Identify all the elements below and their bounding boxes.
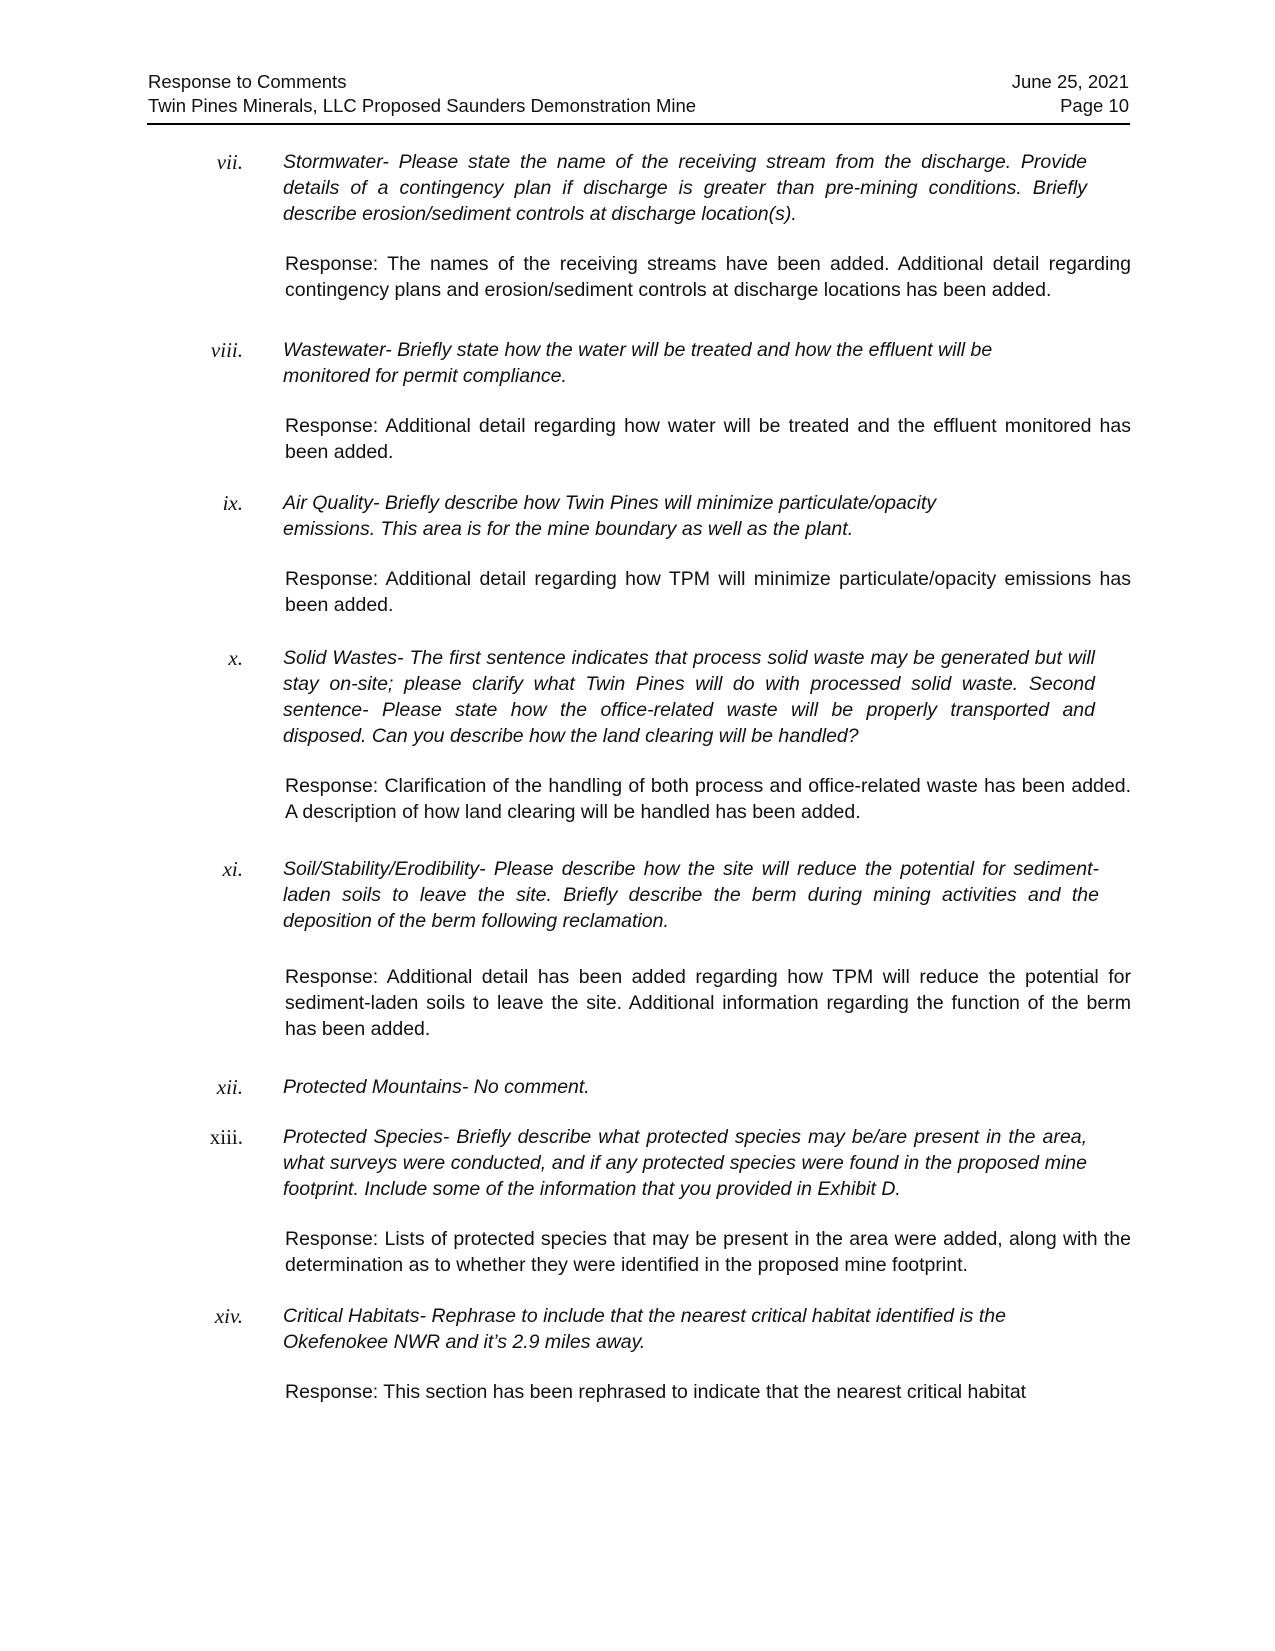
response-text: Response: Additional detail regarding how TPM will minimize particulate/opacity emissions has been added. — [285, 568, 1131, 616]
item-numeral: xii. — [216, 1075, 243, 1099]
response-text: Response: Additional detail regarding how water will be treated and the effluent monitored has been added. — [285, 415, 1131, 463]
item-numeral: xiii. — [209, 1125, 243, 1149]
comment-text: Wastewater- Briefly state how the water will be treated and how the effluent will be monitored for permit compliance. — [283, 339, 993, 387]
header-rule — [147, 123, 1130, 125]
comment-text: Protected Species- Briefly describe what protected species may be/are present in the area, what surveys were conducted, and if any protected species were found in the proposed mine footprint. Include some of the information that you provided in Exhibit D. — [283, 1126, 1087, 1200]
header-page-number: Page 10 — [1060, 95, 1129, 116]
response-text: Response: Clarification of the handling of both process and office-related waste has been added. A description of how land clearing will be handled has been added. — [285, 775, 1131, 823]
response-text: Response: The names of the receiving streams have been added. Additional detail regarding contingency plans and erosion/sediment controls at discharge locations has been added. — [285, 253, 1131, 301]
item-numeral: xiv. — [214, 1304, 243, 1328]
comment-item-xiv — [0, 1303, 1275, 1405]
item-numeral: vii. — [216, 150, 243, 174]
comment-item-vii — [0, 149, 1275, 303]
comment-item-ix — [0, 490, 1275, 618]
item-numeral: viii. — [210, 338, 243, 362]
comment-text: Critical Habitats- Rephrase to include that the nearest critical habitat identified is the Okefenokee NWR and it’s 2.9 miles away. — [283, 1305, 1006, 1353]
comment-item-xiii — [0, 1124, 1275, 1278]
comment-item-xi — [0, 856, 1275, 1042]
comment-text: Protected Mountains- No comment. — [283, 1076, 590, 1098]
comment-item-viii — [0, 337, 1275, 465]
header-date: June 25, 2021 — [1011, 71, 1129, 92]
response-text: Response: Additional detail has been added regarding how TPM will reduce the potential for sediment-laden soils to leave the site. Additional information regarding the function of the berm has been added. — [285, 966, 1131, 1040]
comment-list — [0, 149, 1275, 1405]
comment-text: Air Quality- Briefly describe how Twin Pines will minimize particulate/opacity emissions. This area is for the mine boundary as well as the plant. — [283, 492, 937, 540]
page-header — [148, 70, 1129, 118]
comment-text: Soil/Stability/Erodibility- Please describe how the site will reduce the potential for sediment-laden soils to leave the site. Briefly describe the berm during mining activities and the deposition of the berm following reclamation. — [283, 858, 1099, 932]
comment-item-xii — [0, 1074, 1275, 1100]
item-numeral: xi. — [222, 857, 243, 881]
item-numeral: x. — [228, 646, 243, 670]
header-row-1 — [148, 70, 1129, 94]
comment-text: Stormwater- Please state the name of the receiving stream from the discharge. Provide details of a contingency plan if discharge is greater than pre-mining conditions. Briefly describe erosion/sediment controls at discharge location(s). — [283, 151, 1087, 225]
header-subtitle: Twin Pines Minerals, LLC Proposed Saunders Demonstration Mine — [148, 95, 697, 116]
header-row-2 — [148, 94, 1129, 118]
header-title: Response to Comments — [148, 71, 347, 92]
comment-text: Solid Wastes- The first sentence indicates that process solid waste may be generated but will stay on-site; please clarify what Twin Pines will do with processed solid waste. Second sentence- Please state how the office-related waste will be properly transported and disposed. Can you describe how the land clearing will be handled? — [283, 647, 1095, 747]
item-numeral: ix. — [222, 491, 243, 515]
comment-item-x — [0, 645, 1275, 825]
response-text: Response: Lists of protected species that may be present in the area were added, along with the determination as to whether they were identified in the proposed mine footprint. — [285, 1228, 1131, 1276]
response-text: Response: This section has been rephrased to indicate that the nearest critical habitat — [285, 1381, 1027, 1403]
